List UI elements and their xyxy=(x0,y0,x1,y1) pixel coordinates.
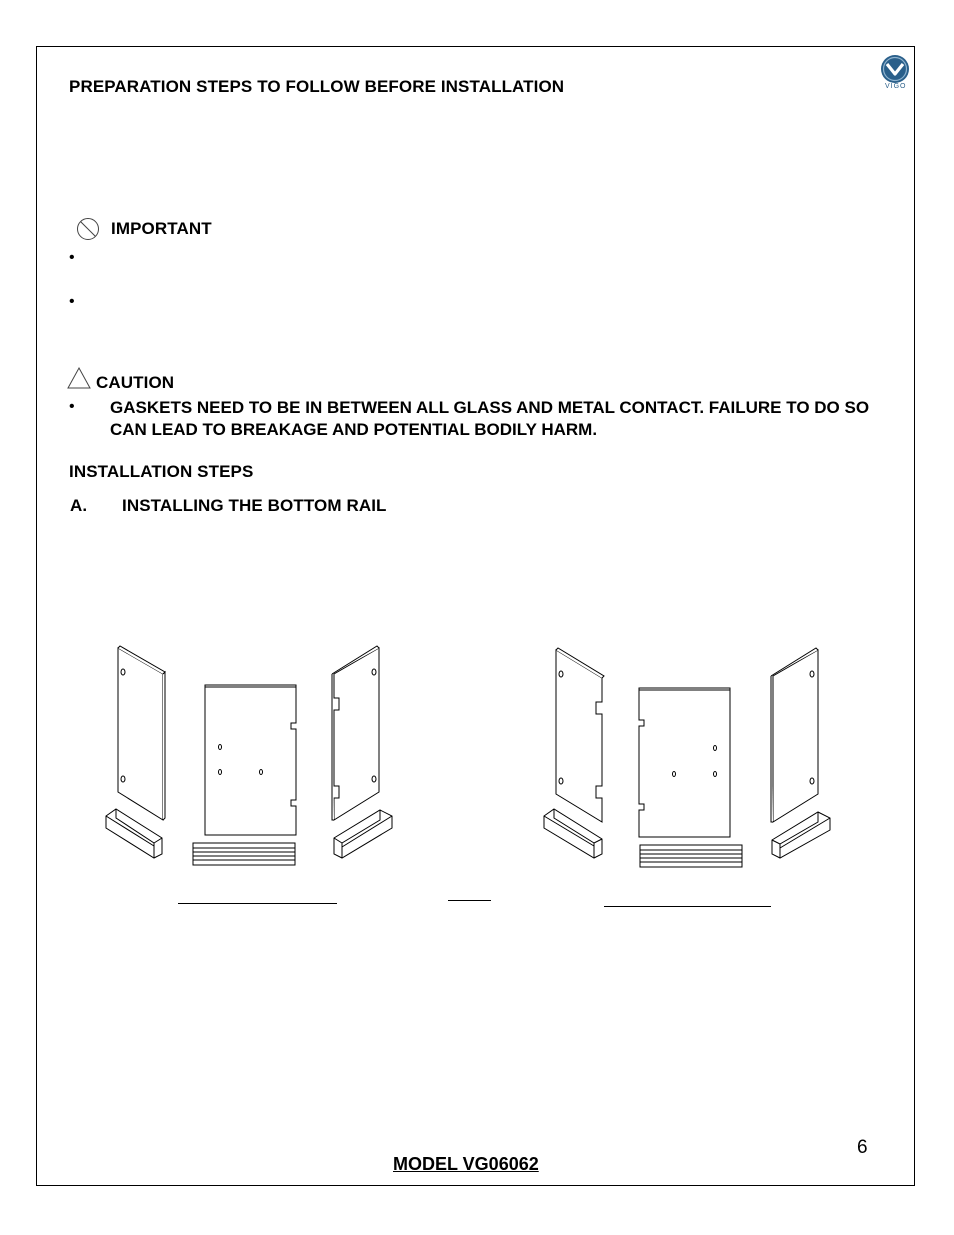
important-label: IMPORTANT xyxy=(111,219,212,238)
prohibited-icon xyxy=(76,217,100,241)
left-assembly-illustration xyxy=(100,640,410,875)
page-number: 6 xyxy=(857,1137,868,1158)
step-title: INSTALLING THE BOTTOM RAIL xyxy=(122,496,387,515)
step-letter: A. xyxy=(70,496,88,515)
installation-title: INSTALLATION STEPS xyxy=(69,462,254,481)
important-bullet-2: • xyxy=(69,293,75,310)
center-panel xyxy=(205,685,296,835)
left-caption-line xyxy=(178,903,337,904)
right-fig-left-side-panel xyxy=(556,648,604,822)
caution-bullet: • xyxy=(69,398,75,415)
right-bottom-channel xyxy=(334,810,392,858)
page-title: PREPARATION STEPS TO FOLLOW BEFORE INSTALLATION xyxy=(69,77,565,96)
center-caption-line xyxy=(448,900,491,901)
left-side-panel xyxy=(118,646,165,820)
left-bottom-channel xyxy=(106,809,162,858)
caution-text: GASKETS NEED TO BE IN BETWEEN ALL GLASS AND METAL CONTACT. FAILURE TO DO SO CAN LEAD TO BREAKAGE AND POTENTIAL BODILY HARM. xyxy=(110,398,870,439)
right-fig-center-panel xyxy=(639,688,730,837)
logo-text: VIGO xyxy=(885,83,907,90)
right-fig-right-side-panel xyxy=(771,648,818,822)
right-side-panel xyxy=(332,646,379,820)
page-frame xyxy=(36,46,915,1186)
right-fig-center-bottom-rail xyxy=(640,845,742,867)
right-caption-line xyxy=(604,906,771,907)
right-fig-right-bottom-channel xyxy=(772,812,830,858)
warning-triangle-icon xyxy=(67,367,91,389)
model-number: MODEL VG06062 xyxy=(393,1154,539,1174)
caution-label: CAUTION xyxy=(96,373,175,392)
right-assembly-illustration xyxy=(538,640,838,875)
important-bullet-1: • xyxy=(69,249,75,266)
logo-circle xyxy=(881,55,909,83)
center-bottom-rail xyxy=(193,843,295,865)
